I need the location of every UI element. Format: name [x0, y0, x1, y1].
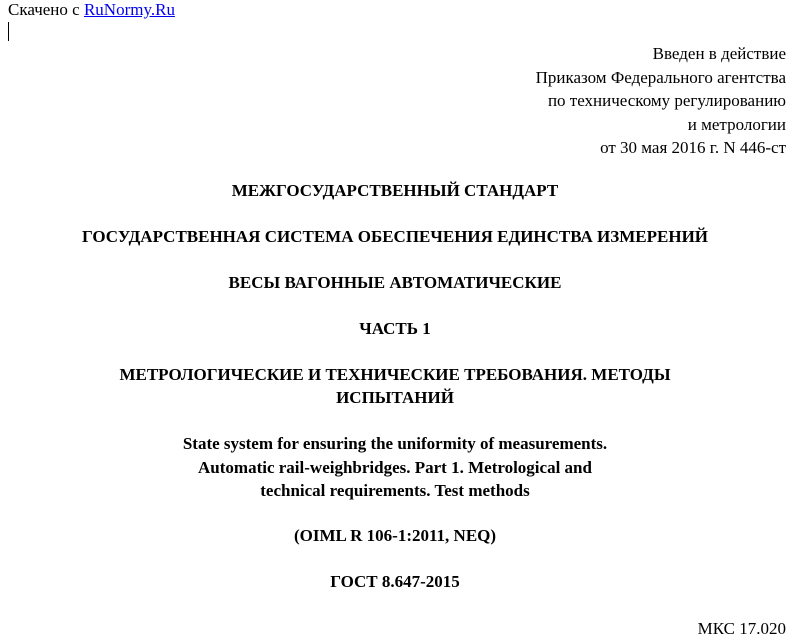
- download-prefix: Скачено с: [8, 0, 84, 19]
- document-title: ВЕСЫ ВАГОННЫЕ АВТОМАТИЧЕСКИЕ: [228, 273, 562, 292]
- text-cursor: [8, 22, 9, 41]
- runormy-link[interactable]: RuNormy.Ru: [83, 0, 175, 19]
- oiml-reference: (OIML R 106-1:2011, NEQ): [293, 526, 497, 545]
- download-source-line: [8, 0, 175, 20]
- interstate-standard-heading: МЕЖГОСУДАРСТВЕННЫЙ СТАНДАРТ: [231, 181, 559, 200]
- approval-line: Введен в действие: [652, 44, 786, 63]
- subtitle-line-2: ИСПЫТАНИЙ: [336, 388, 454, 407]
- english-title-line-2: Automatic rail-weighbridges. Part 1. Metrological and: [198, 458, 592, 477]
- subtitle-line-1: МЕТРОЛОГИЧЕСКИЕ И ТЕХНИЧЕСКИЕ ТРЕБОВАНИЯ. МЕТОДЫ: [119, 365, 671, 384]
- gost-number: ГОСТ 8.647-2015: [330, 572, 460, 591]
- approval-line: и метрологии: [687, 114, 786, 134]
- approval-line: от 30 мая 2016 г. N 446-ст: [600, 138, 786, 157]
- approval-line: Приказом Федерального агентства: [535, 67, 786, 87]
- approval-block: [536, 42, 786, 160]
- english-title-line-1: State system for ensuring the uniformity of measurements.: [182, 434, 608, 453]
- mks-code: МКС 17.020: [697, 619, 786, 638]
- english-title-line-3: technical requirements. Test methods: [260, 481, 530, 500]
- approval-line: по техническому регулированию: [547, 91, 786, 110]
- part-heading: ЧАСТЬ 1: [359, 319, 431, 338]
- state-system-heading: ГОСУДАРСТВЕННАЯ СИСТЕМА ОБЕСПЕЧЕНИЯ ЕДИНСТВА ИЗМЕРЕНИЙ: [81, 227, 709, 246]
